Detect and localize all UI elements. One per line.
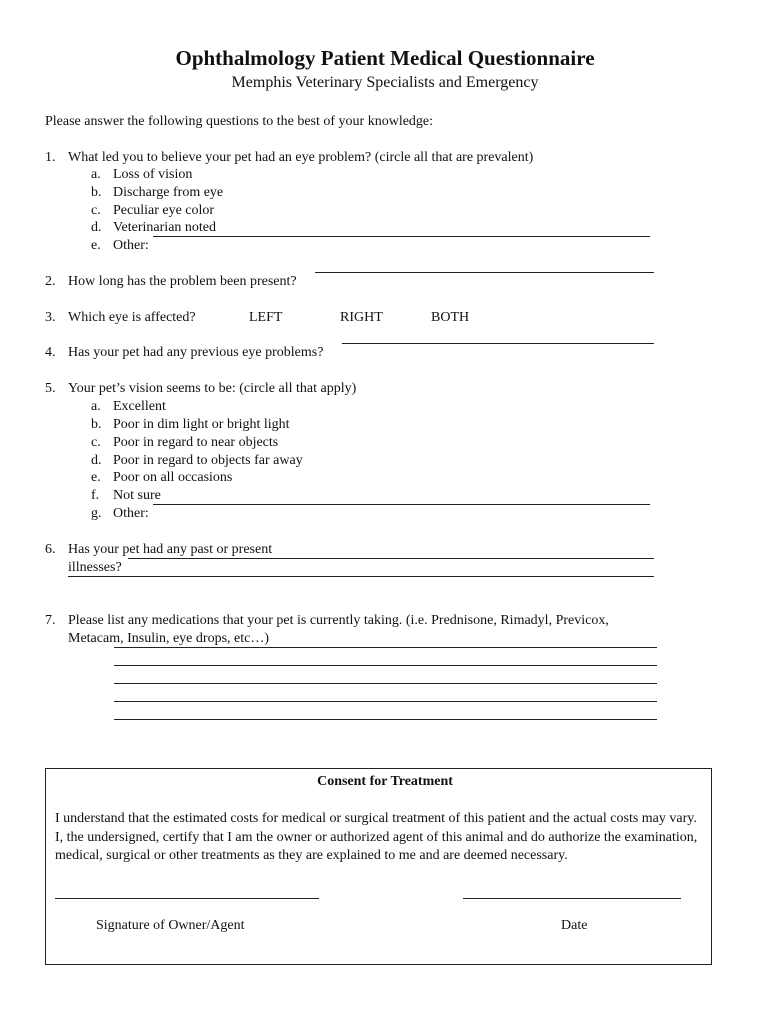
intro-text: Please answer the following questions to the best of your knowledge: bbox=[45, 114, 434, 129]
q5-option-label: Poor on all occasions bbox=[113, 470, 233, 485]
option-letter: d. bbox=[91, 453, 102, 468]
question-7-text-line2: Metacam, Insulin, eye drops, etc…) bbox=[68, 631, 269, 646]
consent-title: Consent for Treatment bbox=[317, 774, 453, 789]
date-line[interactable] bbox=[463, 898, 681, 899]
q7-answer-line[interactable] bbox=[114, 701, 657, 702]
question-5-text: Your pet’s vision seems to be: (circle all that apply) bbox=[68, 381, 357, 396]
question-number: 6. bbox=[45, 542, 56, 557]
question-number: 1. bbox=[45, 150, 56, 165]
q5-other-answer-line[interactable] bbox=[153, 504, 650, 505]
q7-answer-line[interactable] bbox=[114, 647, 657, 648]
question-number: 7. bbox=[45, 613, 56, 628]
question-1-text: What led you to believe your pet had an eye problem? (circle all that are prevalent) bbox=[68, 150, 534, 165]
option-letter: e. bbox=[91, 470, 101, 485]
q1-option-label: Other: bbox=[113, 238, 149, 253]
q3-option-left[interactable]: LEFT bbox=[249, 310, 283, 325]
q1-option-label: Loss of vision bbox=[113, 167, 193, 182]
q3-option-both[interactable]: BOTH bbox=[431, 310, 470, 325]
q5-option-label: Poor in regard to objects far away bbox=[113, 453, 303, 468]
question-4-text: Has your pet had any previous eye problems? bbox=[68, 345, 324, 360]
option-letter: g. bbox=[91, 506, 102, 521]
q5-option-label: Poor in dim light or bright light bbox=[113, 417, 290, 432]
option-letter: f. bbox=[91, 488, 100, 503]
q3-option-right[interactable]: RIGHT bbox=[340, 310, 383, 325]
option-letter: a. bbox=[91, 167, 101, 182]
q5-option-label: Excellent bbox=[113, 399, 166, 414]
consent-body: I understand that the estimated costs for medical or surgical treatment of this patient and the actual costs may vary. I, the undersigned, certify that I am the owner or authorized agent of this animal and do authorize the examination, medical, surgical or other treatments as they are explained to me and are deemed necessary. bbox=[55, 811, 698, 863]
question-number: 5. bbox=[45, 381, 56, 396]
question-6-text-line1: Has your pet had any past or present bbox=[68, 542, 273, 557]
page-title: Ophthalmology Patient Medical Questionnaire bbox=[175, 46, 595, 70]
question-number: 3. bbox=[45, 310, 56, 325]
question-3-text: Which eye is affected? bbox=[68, 310, 196, 325]
page-subtitle: Memphis Veterinary Specialists and Emergency bbox=[231, 74, 539, 91]
option-letter: b. bbox=[91, 185, 102, 200]
question-7-text-line1: Please list any medications that your pet is currently taking. (i.e. Prednisone, Rimadyl, Previcox, bbox=[68, 613, 609, 628]
question-2-text: How long has the problem been present? bbox=[68, 274, 297, 289]
q7-answer-line[interactable] bbox=[114, 683, 657, 684]
consent-box bbox=[45, 768, 712, 965]
option-letter: e. bbox=[91, 238, 101, 253]
question-number: 2. bbox=[45, 274, 56, 289]
question-6-text-line2: illnesses? bbox=[68, 560, 122, 575]
option-letter: a. bbox=[91, 399, 101, 414]
signature-label: Signature of Owner/Agent bbox=[96, 918, 245, 933]
option-letter: c. bbox=[91, 435, 101, 450]
date-label: Date bbox=[561, 918, 588, 933]
q7-answer-line[interactable] bbox=[114, 719, 657, 720]
q5-option-label: Poor in regard to near objects bbox=[113, 435, 279, 450]
q1-other-answer-line[interactable] bbox=[153, 236, 650, 237]
q1-option-label: Discharge from eye bbox=[113, 185, 224, 200]
q6-answer-line-2[interactable] bbox=[68, 576, 654, 577]
q5-option-label: Other: bbox=[113, 506, 149, 521]
option-letter: c. bbox=[91, 203, 101, 218]
q2-answer-line[interactable] bbox=[315, 272, 654, 273]
option-letter: d. bbox=[91, 220, 102, 235]
question-number: 4. bbox=[45, 345, 56, 360]
q6-answer-line-1[interactable] bbox=[128, 558, 654, 559]
signature-line[interactable] bbox=[55, 898, 319, 899]
option-letter: b. bbox=[91, 417, 102, 432]
q5-option-label: Not sure bbox=[113, 488, 161, 503]
q4-answer-line[interactable] bbox=[342, 343, 654, 344]
q1-option-label: Peculiar eye color bbox=[113, 203, 215, 218]
q7-answer-line[interactable] bbox=[114, 665, 657, 666]
q1-option-label: Veterinarian noted bbox=[113, 220, 217, 235]
